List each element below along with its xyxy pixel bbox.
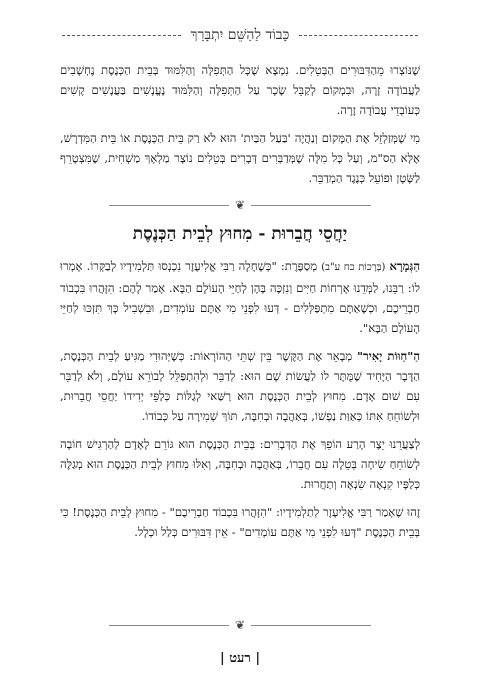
paragraph [60,502,420,542]
divider-line [251,625,371,626]
section-title: יַחֲסֵי חֲבֵרוּת - מִחוּץ לְבֵית הַכְּנֶסֶת [132,224,348,244]
paragraph [60,256,420,338]
footer-divider [0,618,480,632]
header-rule-left [62,35,181,36]
paragraph-lead: הַ"חַוּוֹת יָאִיר" [357,349,421,363]
fleuron-icon: ❦ [234,618,246,632]
paragraph: שֶׁנּוֹצְרוּ מֵהַדִּבּוּרִים הַבְּטֵלִים. נִמְצָא שֶׁכָּל הַתְּפִלָּה וְהַלִּמּוּד בְּבֵית הַכְּנֶסֶת נֶחְשָׁבִים לַעֲבוֹדָה זָרָה, וּבִמְקוֹם לְקַבֵּל שָׂכָר עַל הַתְּפִלָּה וְהַלִּמּוּד נֶעֱנָשִׁים בַּעֲנָשִׁים קָשִׁים כְּעוֹבְדֵי עֲבוֹדָה זָרָה. [60,63,420,117]
source-reference: (בְּרָכוֹת כח ע"ב) [321,262,386,273]
running-header [62,22,418,48]
paragraph [60,346,420,426]
header-title: כָּבוֹד לַהַשֵּׁם יִתְבָּרַךְ [190,26,290,43]
paragraph-text: זֶהוּ שֶׁאָמַר רַבִּי אֱלִיעֶזֶר לְתַלְמִידָיו: "הִזָּהֲרוּ בִּכְבוֹד חַבְרֵיכֶם" - מִחוּץ לְבֵית הַכְּנֶסֶת! כִּי בְּבֵית הַכְּנֶסֶת "דְּעוּ לִפְנֵי מִי אַתֶּם עוֹמְדִים" - אֵין דִּבּוּרִים כְּלַל וּכְלָל. [60,505,420,539]
paragraph [60,434,420,494]
section-divider [60,196,420,214]
paragraph-text: מְסַפֶּרֶת: "כְּשֶׁחָלָה רַבִּי אֱלִיעֶזֶר נִכְנְסוּ תַּלְמִידָיו לְבַקְּרוֹ. אָמְרוּ לוֹ: רַבֵּנוּ, לַמְּדֵנוּ אָרְחוֹת חַיִּים וְנִזְכֶּה בָּהֶן לְחַיֵּי הָעוֹלָם הַבָּא. אָמַר לָהֶם: הִזָּהֲרוּ בִּכְבוֹד חַבְרֵיכֶם, וּכְשֶׁאַתֶּם מִתְפַּלְּלִים - דְּעוּ לִפְנֵי מִי אַתֶּם עוֹמְדִים, וּבִשְׁבִיל כָּךְ תִּזְכּוּ לְחַיֵּי הָעוֹלָם הַבָּא". [60,259,420,335]
fleuron-icon: ❦ [234,198,246,212]
divider-line [109,625,229,626]
page-body [60,60,420,550]
paragraph: מִי שֶׁמְּזַלְזֵל אֶת הַמָּקוֹם וְנַהֲיֶה 'בַּעַל הַבַּיִת' הוּא לֹא רַק בֵּית הַכְּנֶסֶת אוֹ בֵּית הַמִּדְרָשׁ, אֶלָּא הַס"מ, וְעַל כָּל מִלָּה שֶׁמְּדַבְּרִים דְּבָרִים בְּטֵלִים נוֹצָר מַלְאָךְ מַשְׁחִית, שֶׁמִּצְטָרֵף לַשָּׂטָן וּפוֹעֵל כְּנֶגֶד הַמְדַבֵּר. [60,131,420,185]
divider-line [109,205,229,206]
paragraph-lead: הַגְּמָרָא [389,259,421,273]
page-number: | רעט | [219,651,261,666]
divider-line [251,205,371,206]
paragraph-text: מְבָאֵר אֶת הַקֶּשֶׁר בֵּין שְׁתֵּי הַהוֹרָאוֹת: כְּשֶׁיְּהוּדִי מַגִּיעַ לְבֵית הַכְּנֶסֶת, הַדָּבָר הַיָּחִיד שֶׁמֻּתָּר לוֹ לַעֲשׂוֹת שָׁם הוּא: לְדַבֵּר וּלְהִתְפַּלֵּל לְבוֹרֵא עוֹלָם, וְלֹא לְדַבֵּר עִם שׁוּם אָדָם. מִחוּץ לְבֵית הַכְּנֶסֶת הוּא רַשַּׁאי לְגַלּוֹת כְּלַפֵּי יְדִידוֹ יַחֲסֵי חֲבֵרוּת, וּלְשׂוֹחֵחַ אִתּוֹ כְּאַוַּת נַפְשׁוֹ, בְּאַהֲבָה וּבְחִבָּה, תּוֹךְ שְׁמִירָה עַל כְּבוֹדוֹ. [60,349,420,423]
header-rule-right [299,35,418,36]
paragraph-text: לְצַעֲרֵנוּ יֵצֶר הָרַע הוֹפֵךְ אֶת הַדְּבָרִים: בְּבֵית הַכְּנֶסֶת הוּא גּוֹרֵם לָאָדָם לְהַרְגִּישׁ חוֹבָה לְשׂוֹחֵחַ שִׂיחָה בְּטֵלָה עִם חֲבֵרוֹ, בְּאַהֲבָה וּבְחִבָּה, וְאִלּוּ מִחוּץ לְבֵית הַכְּנֶסֶת הוּא מְגַלֶּה כְּלַפָּיו קִנְאָה שִׂנְאָה וְתַחֲרוּת. [60,437,420,491]
